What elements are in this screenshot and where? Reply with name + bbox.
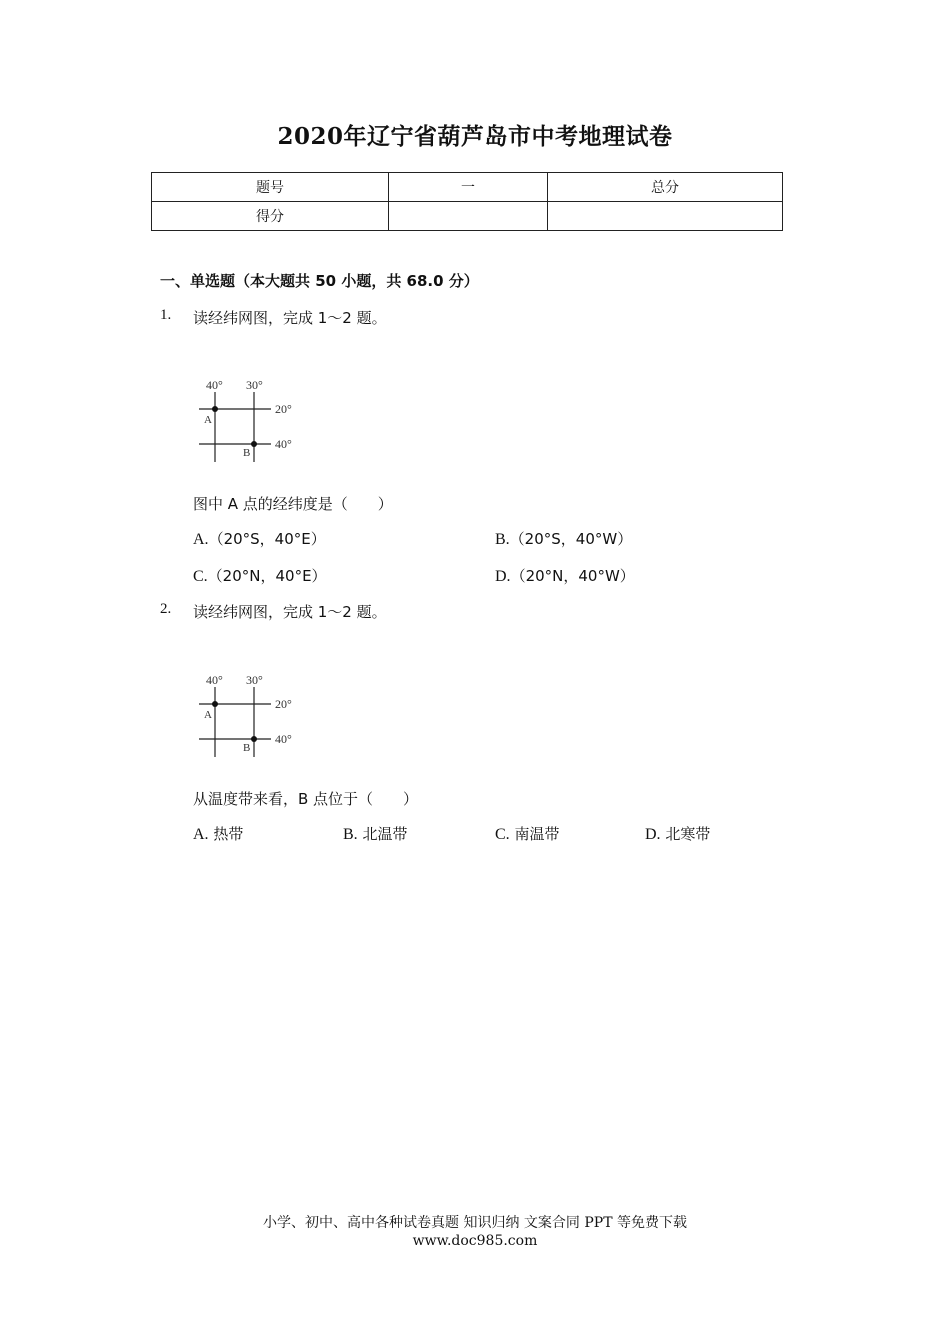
option-text: （20°S，40°W） [509,530,633,548]
option-c[interactable] [495,823,559,844]
table-cell: 题号 [152,173,389,202]
latitude-label: 20° [275,402,292,416]
option-letter: B. [343,826,358,843]
point-b-label: B [243,447,251,459]
option-letter: A. [193,826,209,843]
latitude-label: 20° [275,697,292,711]
longitude-label: 40° [206,378,223,392]
option-letter: D. [645,826,661,843]
option-a[interactable] [193,823,243,844]
table-cell[interactable] [389,202,548,231]
score-table [151,172,783,231]
table-cell: 一 [389,173,548,202]
option-letter: B. [495,531,510,548]
table-cell: 得分 [152,202,389,231]
longitude-label: 30° [246,673,263,687]
option-text: 北寒带 [665,825,711,843]
option-b[interactable] [343,823,407,844]
question-text: 读经纬网图，完成 1～2 题。 [193,309,387,327]
option-text: 热带 [213,825,244,843]
table-cell[interactable] [548,202,783,231]
lat-long-grid-figure [195,376,305,464]
point-a-marker [212,406,218,412]
question-number: 1. [160,307,172,323]
point-b-marker [251,441,257,447]
option-d[interactable] [645,823,710,844]
lat-long-grid-figure [195,671,305,759]
option-b[interactable] [495,528,632,549]
option-text: 南温带 [514,825,560,843]
option-letter: D. [495,568,511,585]
option-letter: A. [193,531,209,548]
section-heading: 一、单选题（本大题共 50 小题，共 68.0 分） [160,272,479,290]
latitude-label: 40° [275,437,292,451]
footer-url[interactable]: www.doc985.com [412,1233,538,1249]
option-text: （20°N，40°E） [207,567,327,585]
question-stem: 从温度带来看，B 点位于（ ） [193,790,419,808]
option-text: （20°N，40°W） [510,567,635,585]
question-stem: 图中 A 点的经纬度是（ ） [193,495,393,513]
point-b-marker [251,736,257,742]
question-number: 2. [160,601,172,617]
point-b-label: B [243,742,251,754]
table-row [152,202,783,231]
option-letter: C. [193,568,208,585]
page-title: 2020年辽宁省葫芦岛市中考地理试卷 [277,123,673,150]
option-letter: C. [495,826,510,843]
point-a-label: A [204,414,212,426]
footer-text: 小学、初中、高中各种试卷真题 知识归纳 文案合同 PPT 等免费下载 [263,1215,687,1231]
longitude-label: 40° [206,673,223,687]
latitude-label: 40° [275,732,292,746]
point-a-label: A [204,709,212,721]
table-cell: 总分 [548,173,783,202]
option-c[interactable] [193,565,327,586]
option-text: 北温带 [362,825,408,843]
option-d[interactable] [495,565,635,586]
question-text: 读经纬网图，完成 1～2 题。 [193,603,387,621]
option-text: （20°S，40°E） [208,530,326,548]
point-a-marker [212,701,218,707]
table-row [152,173,783,202]
longitude-label: 30° [246,378,263,392]
option-a[interactable] [193,528,326,549]
